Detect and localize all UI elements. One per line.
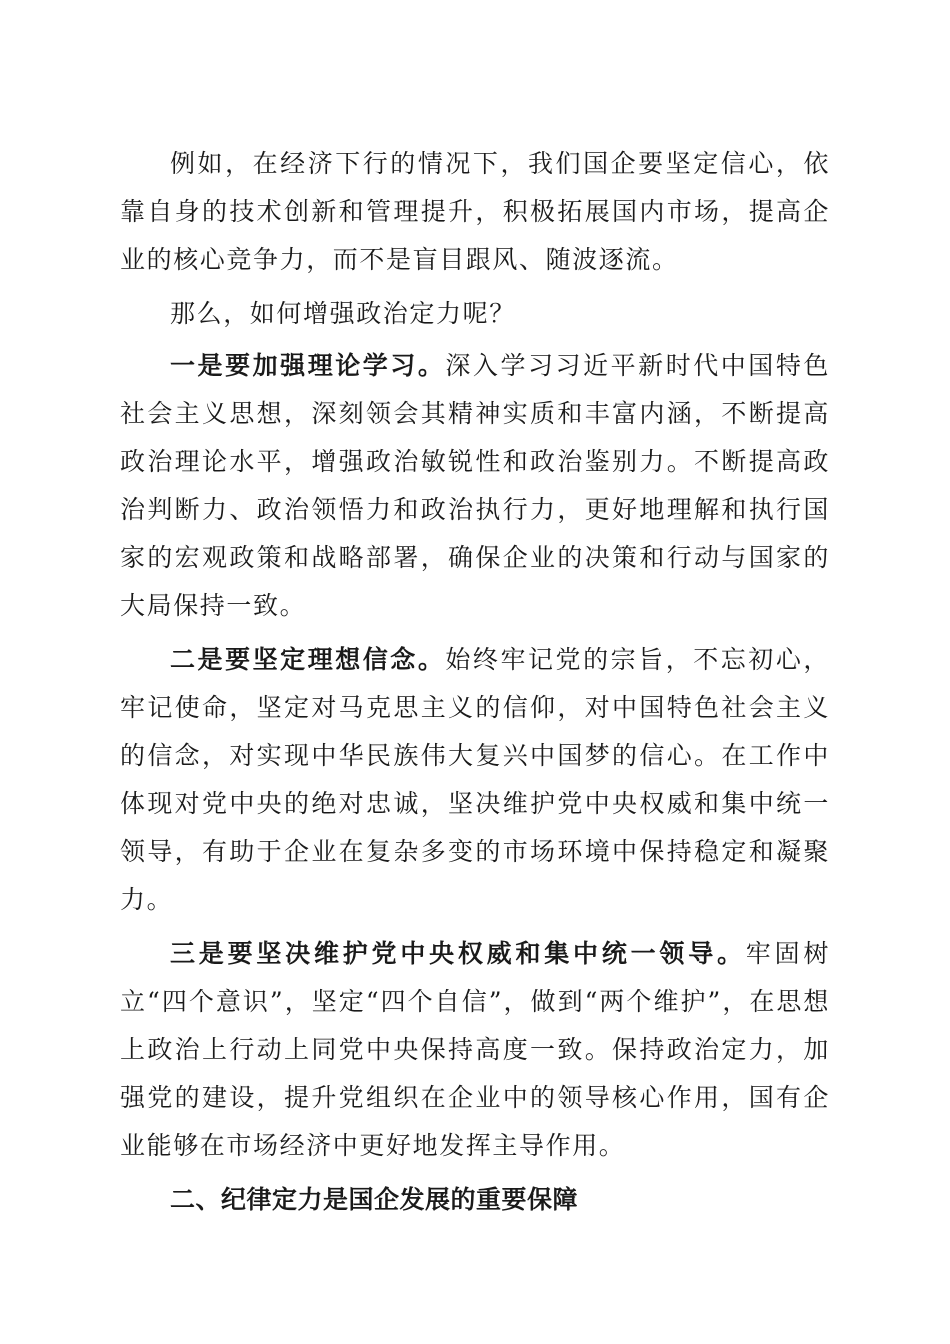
paragraph-point-one xyxy=(120,342,830,630)
paragraph-text: 始终牢记党的宗旨，不忘初心，牢记使命，坚定对马克思主义的信仰，对中国特色社会主义的信念，对实现中华民族伟大复兴中国梦的信心。在工作中体现对党中央的绝对忠诚，坚决维护党中央权威和集中统一领导，有助于企业在复杂多变的市场环境中保持稳定和凝聚力。 xyxy=(120,645,830,914)
paragraph-lead: 三是要坚决维护党中央权威和集中统一领导。 xyxy=(170,939,746,968)
paragraph-text: 牢固树立“四个意识”，坚定“四个自信”，做到“两个维护”，在思想上政治上行动上同党中央保持高度一致。保持政治定力，加强党的建设，提升党组织在企业中的领导核心作用，国有企业能够在市场经济中更好地发挥主导作用。 xyxy=(120,939,830,1160)
paragraph-lead: 二是要坚定理想信念。 xyxy=(170,645,446,674)
paragraph-point-three xyxy=(120,930,830,1170)
paragraph-text: 那么，如何增强政治定力呢？ xyxy=(170,299,516,328)
paragraph-text: 例如，在经济下行的情况下，我们国企要坚定信心，依靠自身的技术创新和管理提升，积极拓展国内市场，提高企业的核心竞争力，而不是盲目跟风、随波逐流。 xyxy=(120,149,830,274)
paragraph-text: 深入学习习近平新时代中国特色社会主义思想，深刻领会其精神实质和丰富内涵，不断提高政治理论水平，增强政治敏锐性和政治鉴别力。不断提高政治判断力、政治领悟力和政治执行力，更好地理解和执行国家的宏观政策和战略部署，确保企业的决策和行动与国家的大局保持一致。 xyxy=(120,351,830,620)
paragraph-lead: 一是要加强理论学习。 xyxy=(170,351,446,380)
paragraph-example xyxy=(120,140,830,284)
paragraph-point-two xyxy=(120,636,830,924)
paragraph-question xyxy=(120,290,830,338)
section-heading: 二、纪律定力是国企发展的重要保障 xyxy=(170,1185,579,1214)
document-body xyxy=(120,140,830,1224)
